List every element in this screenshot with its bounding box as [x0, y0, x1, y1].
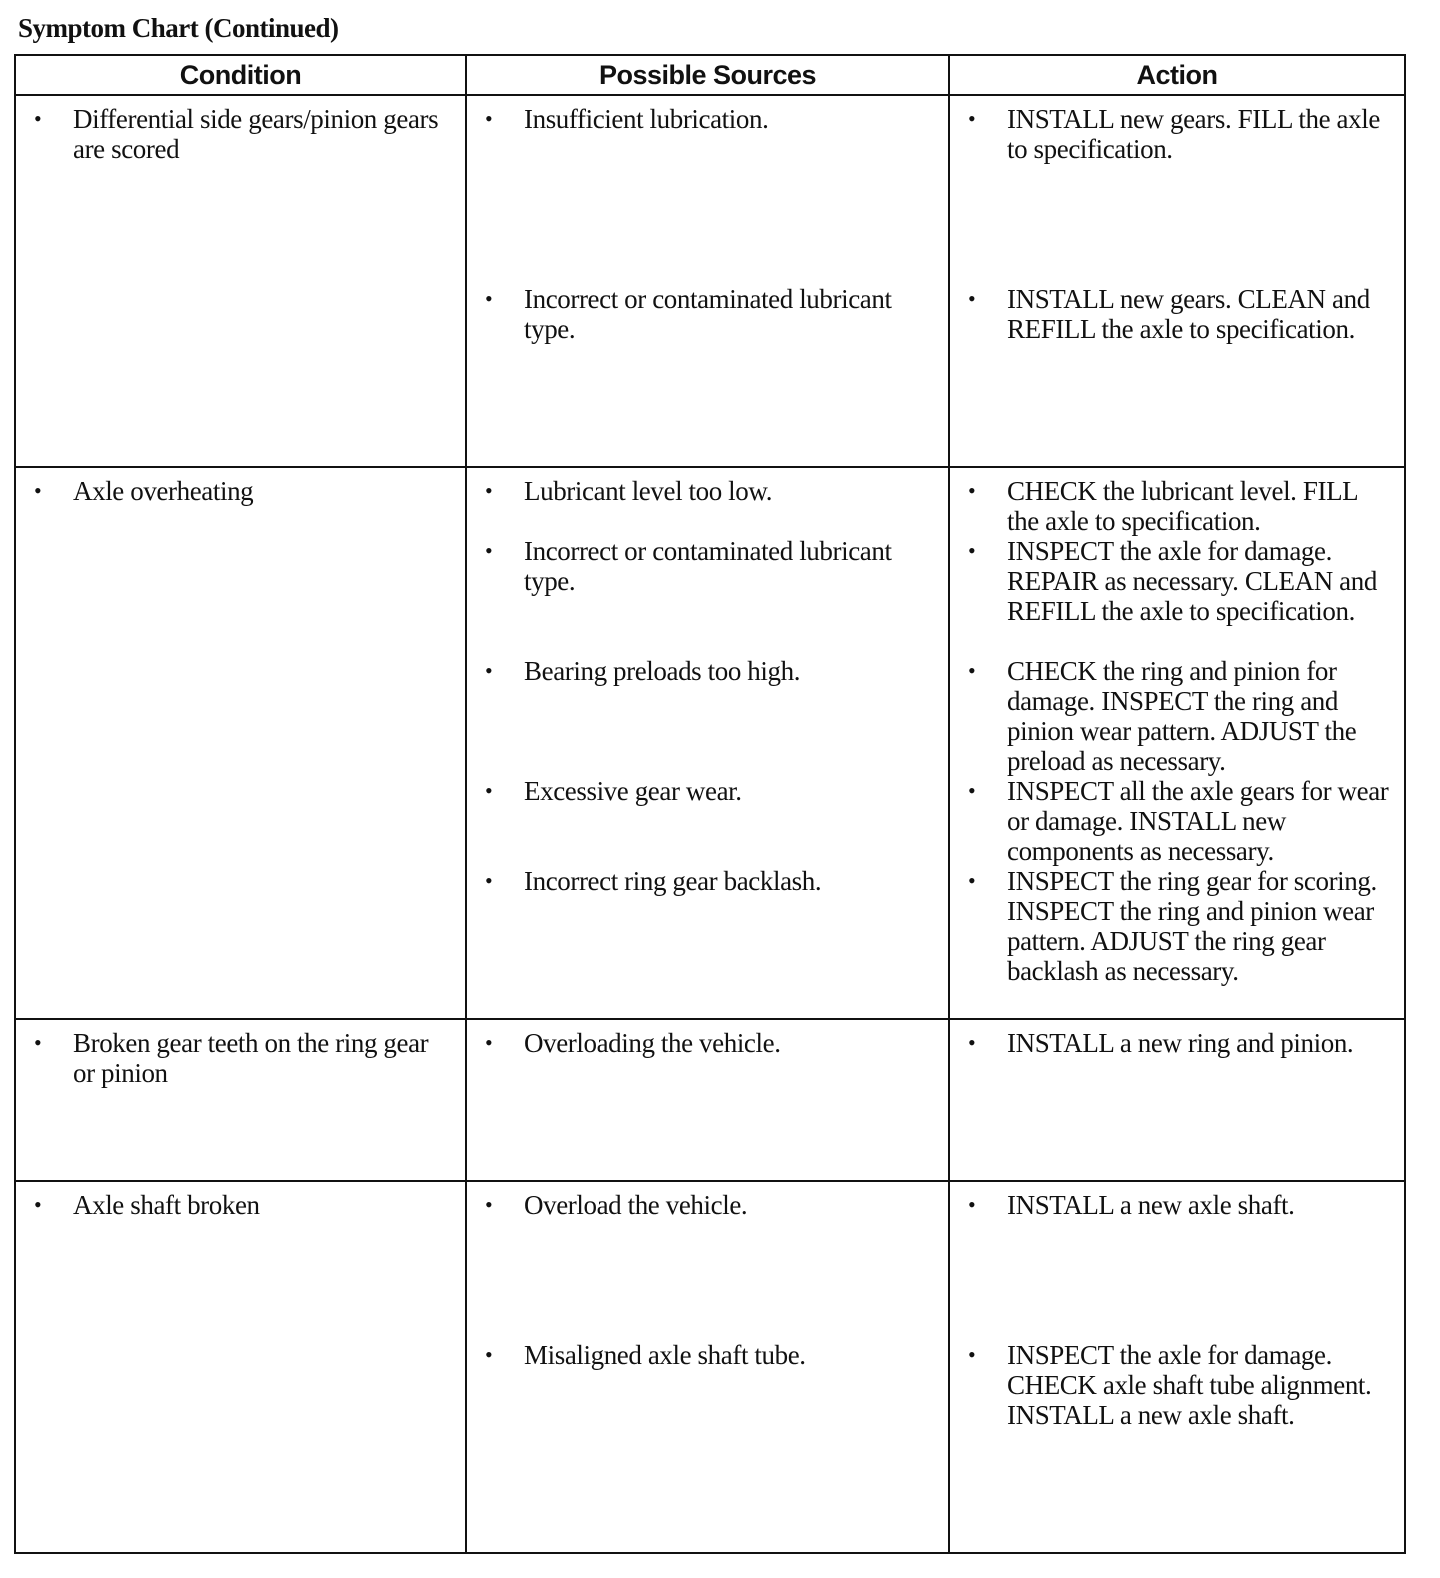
- page-title: Symptom Chart (Continued): [18, 13, 339, 43]
- source-text: Excessive gear wear.: [524, 776, 742, 806]
- bullet-icon: •: [968, 778, 976, 803]
- bullet-icon: •: [968, 538, 976, 563]
- bullet-icon: •: [968, 286, 976, 311]
- source-item: [479, 476, 938, 536]
- sources-cell: [466, 1019, 949, 1181]
- bullet-icon: •: [34, 1192, 42, 1217]
- action-text: CHECK the ring and pinion for damage. INSPECT the ring and pinion wear pattern. ADJUST the preload as necessary.: [1007, 656, 1357, 776]
- condition-cell: [15, 95, 466, 467]
- action-item: [962, 284, 1394, 344]
- bullet-icon: •: [968, 658, 976, 683]
- source-item: [479, 536, 938, 656]
- bullet-icon: •: [34, 478, 42, 503]
- bullet-icon: •: [485, 1342, 493, 1367]
- action-item: [962, 104, 1394, 284]
- source-text: Lubricant level too low.: [524, 476, 773, 506]
- table-row: [15, 467, 1405, 1019]
- condition-item: [28, 104, 455, 164]
- source-item: [479, 1190, 938, 1340]
- condition-cell: [15, 1181, 466, 1553]
- bullet-icon: •: [968, 868, 976, 893]
- bullet-icon: •: [968, 1192, 976, 1217]
- action-item: [962, 476, 1394, 536]
- header-possible-sources: Possible Sources: [466, 55, 949, 95]
- source-item: [479, 284, 938, 344]
- action-text: INSPECT the axle for damage. CHECK axle shaft tube alignment. INSTALL a new axle shaft.: [1007, 1340, 1372, 1430]
- source-item: [479, 1028, 938, 1058]
- table-row: [15, 1019, 1405, 1181]
- source-item: [479, 104, 938, 284]
- action-text: INSTALL a new ring and pinion.: [1007, 1028, 1354, 1058]
- source-item: [479, 776, 938, 866]
- bullet-icon: •: [34, 1030, 42, 1055]
- bullet-icon: •: [485, 658, 493, 683]
- action-text: INSTALL new gears. CLEAN and REFILL the axle to specification.: [1007, 284, 1370, 344]
- table-row: [15, 1181, 1405, 1553]
- action-item: [962, 1340, 1394, 1430]
- action-item: [962, 866, 1394, 986]
- sources-cell: [466, 467, 949, 1019]
- action-text: INSPECT the axle for damage. REPAIR as necessary. CLEAN and REFILL the axle to specification.: [1007, 536, 1377, 626]
- header-row: [15, 55, 1405, 95]
- source-text: Incorrect or contaminated lubricant type.: [524, 284, 892, 344]
- action-cell: [949, 467, 1405, 1019]
- condition-text: Differential side gears/pinion gears are scored: [73, 104, 439, 164]
- action-cell: [949, 1181, 1405, 1553]
- bullet-icon: •: [968, 478, 976, 503]
- action-item: [962, 1028, 1394, 1058]
- action-cell: [949, 1019, 1405, 1181]
- source-item: [479, 866, 938, 896]
- bullet-icon: •: [485, 106, 493, 131]
- source-text: Incorrect or contaminated lubricant type.: [524, 536, 892, 596]
- header-action: Action: [949, 55, 1405, 95]
- source-text: Misaligned axle shaft tube.: [524, 1340, 806, 1370]
- bullet-icon: •: [485, 1030, 493, 1055]
- action-text: INSTALL a new axle shaft.: [1007, 1190, 1295, 1220]
- condition-text: Axle overheating: [73, 476, 254, 506]
- condition-cell: [15, 1019, 466, 1181]
- condition-cell: [15, 467, 466, 1019]
- bullet-icon: •: [485, 778, 493, 803]
- condition-item: [28, 1028, 455, 1088]
- bullet-icon: •: [485, 538, 493, 563]
- action-text: INSPECT the ring gear for scoring. INSPECT the ring and pinion wear pattern. ADJUST the ring gear backlash as necessary.: [1007, 866, 1377, 986]
- source-item: [479, 1340, 938, 1370]
- sources-cell: [466, 1181, 949, 1553]
- source-text: Bearing preloads too high.: [524, 656, 801, 686]
- bullet-icon: •: [485, 1192, 493, 1217]
- sources-cell: [466, 95, 949, 467]
- condition-item: [28, 1190, 455, 1220]
- source-text: Incorrect ring gear backlash.: [524, 866, 822, 896]
- bullet-icon: •: [968, 1342, 976, 1367]
- source-text: Overload the vehicle.: [524, 1190, 748, 1220]
- action-item: [962, 536, 1394, 656]
- condition-item: [28, 476, 455, 506]
- action-item: [962, 1190, 1394, 1340]
- symptom-chart-table: [14, 54, 1406, 1554]
- action-text: INSPECT all the axle gears for wear or damage. INSTALL new components as necessary.: [1007, 776, 1389, 866]
- bullet-icon: •: [968, 106, 976, 131]
- action-item: [962, 656, 1394, 776]
- source-item: [479, 656, 938, 776]
- action-text: INSTALL new gears. FILL the axle to specification.: [1007, 104, 1380, 164]
- bullet-icon: •: [485, 286, 493, 311]
- source-text: Insufficient lubrication.: [524, 104, 769, 134]
- bullet-icon: •: [968, 1030, 976, 1055]
- table-row: [15, 95, 1405, 467]
- header-condition: Condition: [15, 55, 466, 95]
- condition-text: Axle shaft broken: [73, 1190, 260, 1220]
- bullet-icon: •: [34, 106, 42, 131]
- condition-text: Broken gear teeth on the ring gear or pinion: [73, 1028, 429, 1088]
- source-text: Overloading the vehicle.: [524, 1028, 781, 1058]
- bullet-icon: •: [485, 478, 493, 503]
- bullet-icon: •: [485, 868, 493, 893]
- action-cell: [949, 95, 1405, 467]
- action-text: CHECK the lubricant level. FILL the axle to specification.: [1007, 476, 1358, 536]
- action-item: [962, 776, 1394, 866]
